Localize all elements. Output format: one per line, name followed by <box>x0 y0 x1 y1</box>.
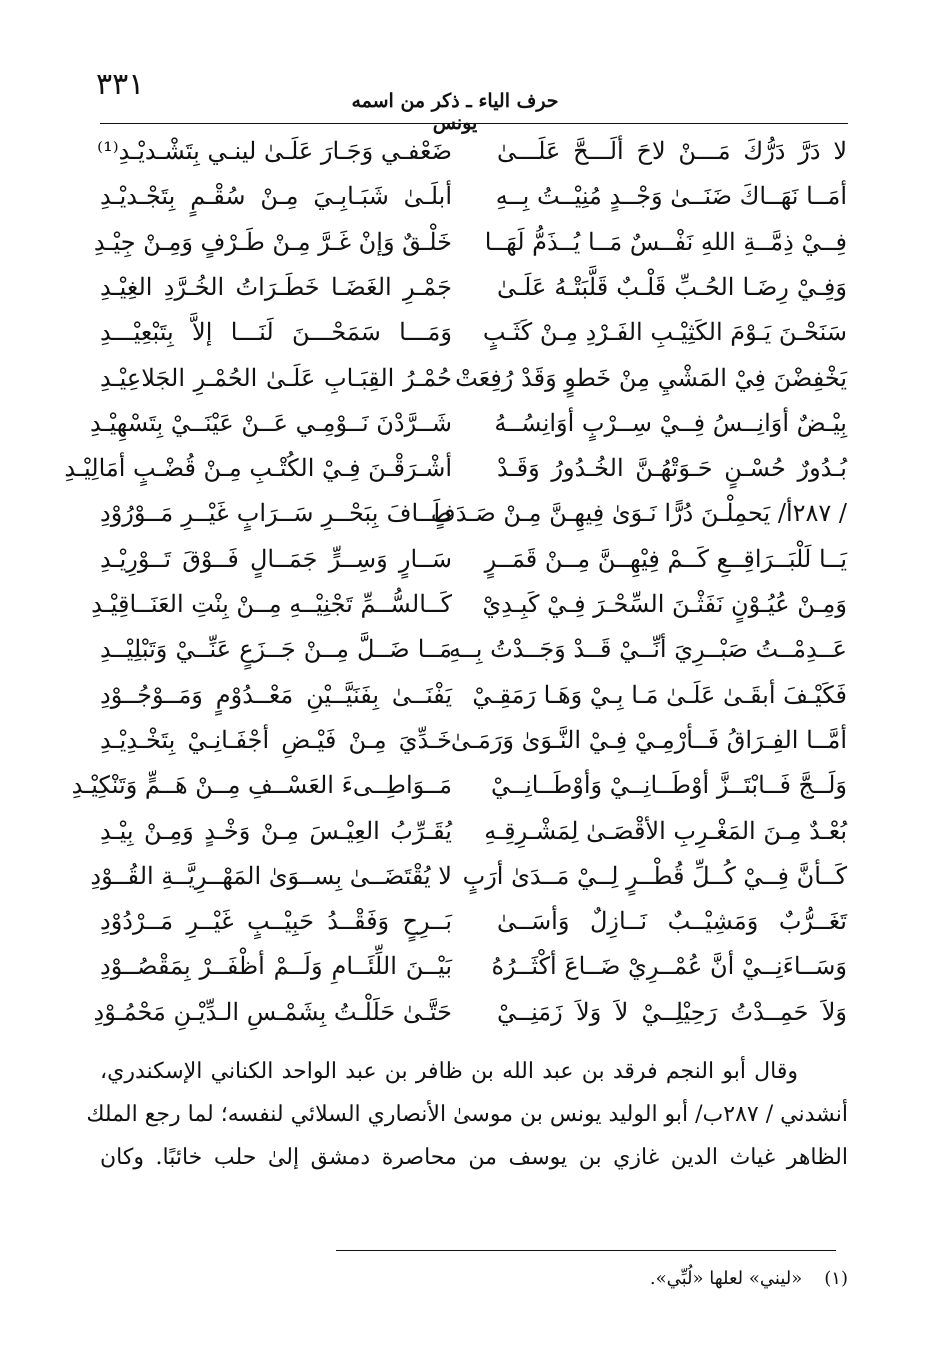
hemistich-left: طَــافَ بِبَحْــرِ سَــرَابٍ غَيْــرِ مَــوْرُوْدِ <box>100 499 452 528</box>
verse-row <box>0 357 943 399</box>
hemistich-left: مَــوَاطِــىءَ العَسْــفِ مِــنْ هَــمٍّ وَتَنْكِيْـدِ <box>71 771 452 800</box>
verse-row <box>0 991 943 1033</box>
running-header: حرف الياء ـ ذكر من اسمه يونس <box>351 90 559 134</box>
verse-row <box>0 221 943 263</box>
hemistich-left: مَــا ضَــلَّ مِــنْ جَــزَعٍ عَنِّــيْ وَتَبْلِيْــدِ <box>100 635 452 664</box>
hemistich-right: تَغَــرُّبٌ وَمَشِيْــبٌ نَــازِلٌ وَأسَــىٰ <box>497 907 847 936</box>
hemistich-left: شَــرَّدْنَ نَــوْمِـي عَــنْ عَيْنَــيْ بِتَسْهِيْـدِ <box>89 408 452 437</box>
hemistich-right: بِيْـضٌ أوَانِــسُ فِــيْ سِــرْبٍ أوَانِسُــهُ <box>494 408 847 437</box>
verse-row <box>0 266 943 308</box>
hemistich-right: عَــدِمْــتُ صَبْــرِيَ أنِّــيْ قَــدْ وَجَــدْتُ بِــهِ <box>448 635 847 664</box>
hemistich-left: بَيْــنَ اللِّئَــامِ وَلَــمْ أظْفَــرْ بِمَقْصُــوْدِ <box>100 952 452 981</box>
hemistich-right: فِــيْ ذِمَّــةِ اللهِ نَفْــسٌ مَــا يُــذَمُّ لَهَــا <box>484 227 847 256</box>
hemistich-left: ضَعْفـي وَجَـارَ عَلَـىٰ لينـي بِتَشْـديْـدِ⁽¹⁾ <box>97 137 452 165</box>
hemistich-right: وَسَــاءَنِــيْ أنَّ عُمْــرِيْ ضَــاعَ أكْثَــرُهُ <box>491 952 847 981</box>
verse-row <box>0 583 943 625</box>
hemistich-left: لا يُقْتَضَــىٰ بِســوَىٰ المَهْــرِيَّــةِ القُــوْدِ <box>90 861 452 890</box>
verse-row <box>0 538 943 580</box>
footnote <box>300 1268 848 1289</box>
hemistich-left: حَتَّـىٰ حَلَلْـتُ بِشَمْـسِ الـدِّيْـنِ مَحْمُـوْدِ <box>93 997 452 1026</box>
prose-line: أنشدني / ٢٨٧ب/ أبو الوليد يونس بن موسىٰ الأنصاري السلائي لنفسه؛ لما رجع الملك <box>86 1102 848 1127</box>
hemistich-left: يُقَـرِّبُ العِيْـسَ مِـنْ وَخْـدٍ وَمِـنْ بِيْـدِ <box>100 816 452 845</box>
hemistich-left: خَـدِّيَ مِـنْ فَيْـضِ أجْفَـانِـيْ بِتَخْـدِيْـدِ <box>100 725 452 754</box>
hemistich-left: جَمْـرِ الغَضَـا خَطَـرَاتُ الخُـرَّدِ الغِيْـدِ <box>100 272 452 301</box>
prose-line: وقال أبو النجم فرقد بن عبد الله بن ظافر بن عبد الواحد الكناني الإسكندري، <box>100 1059 798 1084</box>
hemistich-left: كَــالسُّــمِّ تَجْنِيْــهِ مِــنْ بِنْتِ العَنَــاقِيْـدِ <box>91 590 452 618</box>
hemistich-right: كَــأنَّ فِــيْ كُــلِّ قُطْــرٍ لِــيْ مَــدَىٰ أرَبٍ <box>462 861 847 890</box>
verse-row <box>0 945 943 987</box>
page-number: ٣٣١ <box>96 67 145 102</box>
prose-paragraph <box>86 1050 848 1179</box>
hemistich-right: سَنَحْـنَ يَـوْمَ الكَثِيْـبِ الفَـرْدِ مِـنْ كَثَـبٍ <box>482 318 847 347</box>
verse-row <box>0 719 943 761</box>
hemistich-right: فَكَيْـفَ أبقَـىٰ عَلَـىٰ مَـا بِـيْ وَهَـا رَمَقِـيْ <box>472 680 847 709</box>
hemistich-right: وَفِـيْ رِضَـا الحُـبِّ قَلْـبٌ قَلَّبَتْـهُ عَلَـىٰ <box>497 272 847 301</box>
hemistich-left: سَــارٍ وَسِــرٍّ جَمَــالٍ فَــوْقَ تَــوْرِيْـدِ <box>100 544 452 573</box>
verse-row <box>0 628 943 670</box>
hemistich-right: يَــا لَلْبَــرَاقِــعِ كَــمْ فِيْهِــنَّ مِــنْ قَمَــرٍ <box>484 544 847 573</box>
verse-row <box>0 674 943 716</box>
header-rule <box>100 123 848 124</box>
hemistich-left: أبلَـىٰ شَبَـابِـيَ مِـنْ سُقْـمٍ بِتَجْـديْـدِ <box>100 182 452 211</box>
footnote-text: «ليني» لعلها «لُبِّي». <box>649 1268 803 1289</box>
footnote-rule <box>336 1250 836 1251</box>
verse-row <box>0 492 943 534</box>
verse-row <box>0 402 943 444</box>
verse-row <box>0 447 943 489</box>
verse-row <box>0 130 943 172</box>
verse-row <box>0 175 943 217</box>
verse-row <box>0 311 943 353</box>
verse-row <box>0 810 943 852</box>
hemistich-left: أشْـرَقْـنَ فِـيْ الكُتْـبِ مِـنْ قُضْـبٍ أمَالِيْـدِ <box>64 454 452 483</box>
hemistich-left: بَــرِحٍ وَفَقْــدُ حَبِيْــبٍ غَيْــرِ مَــرْدُوْدِ <box>100 907 452 936</box>
hemistich-right: وَلَــجَّ فَــابْتَــزَّ أوْطَــانِــيْ وَأوْطَــانِــيْ <box>491 771 847 800</box>
hemistich-left: حُمْـرُ القِبَـابِ عَلَـىٰ الحُمْـرِ الجَلاعِيْـدِ <box>100 363 452 392</box>
hemistich-right: بُعْـدٌ مِـنَ المَغْـرِبِ الأقْصَـىٰ لِمَشْـرِقِـهِ <box>484 816 847 845</box>
hemistich-right: يَخْفِضْنَ فِيْ المَشْيِ مِنْ خَطوٍ وَقَدْ رُفِعَتْ <box>455 363 847 392</box>
hemistich-left: خَلْـقٌ وَإنْ غَـرَّ مِـنْ طَـرْفٍ وَمِـنْ جِيْـدِ <box>93 227 452 256</box>
prose-line: الظاهر غياث الدين غازي بن يوسف من محاصرة دمشق إلىٰ حلب خائبًا. وكان <box>100 1145 848 1170</box>
hemistich-right: أمَّــا الفِـرَاقُ فَــأرْمِـيْ فِـيْ النَّـوَىٰ وَرَمَـىٰ <box>450 725 847 754</box>
hemistich-left: يَفْنَــىٰ بِفَنَيَّــيْنِ مَعْــدُوْمٍ وَمَــوْجُــوْدِ <box>100 680 452 709</box>
footnote-mark: (١) <box>824 1268 848 1289</box>
verse-row <box>0 764 943 806</box>
hemistich-right: / ٢٨٧أ/ يَحمِلْـنَ دُرًّا نَـوَىٰ فِيهِـنَّ مِـنْ صَـدَفٍ <box>430 499 847 528</box>
hemistich-right: وَلاَ حَمِــدْتُ رَحِيْلِــيْ لاَ وَلاَ زَمَنِــيْ <box>497 997 847 1026</box>
hemistich-left: وَمَـــا سَمَحْـــنَ لَنَـــا إلاَّ بِتَبْعِيْـــدِ <box>100 318 452 347</box>
hemistich-right: بُـدُورٌ حُسْـنٍ حَـوَتْهُـنَّ الخُـدُورُ وَقَـدْ <box>497 454 847 483</box>
verse-row <box>0 900 943 942</box>
hemistich-right: لا دَرَّ دَرُّكَ مَـــنْ لاحَ ألَـــحَّ عَلَـــىٰ <box>497 137 847 165</box>
verse-row <box>0 855 943 897</box>
hemistich-right: أمَــا نَهَــاكَ ضَنَــىٰ وَجْــدٍ مُنِيْــتُ بِــهِ <box>495 182 847 211</box>
hemistich-right: وَمِـنْ عُيُـوْنٍ نَفَثْـنَ السِّحْـرَ فِـيْ كَبِـدِيْ <box>482 590 847 618</box>
